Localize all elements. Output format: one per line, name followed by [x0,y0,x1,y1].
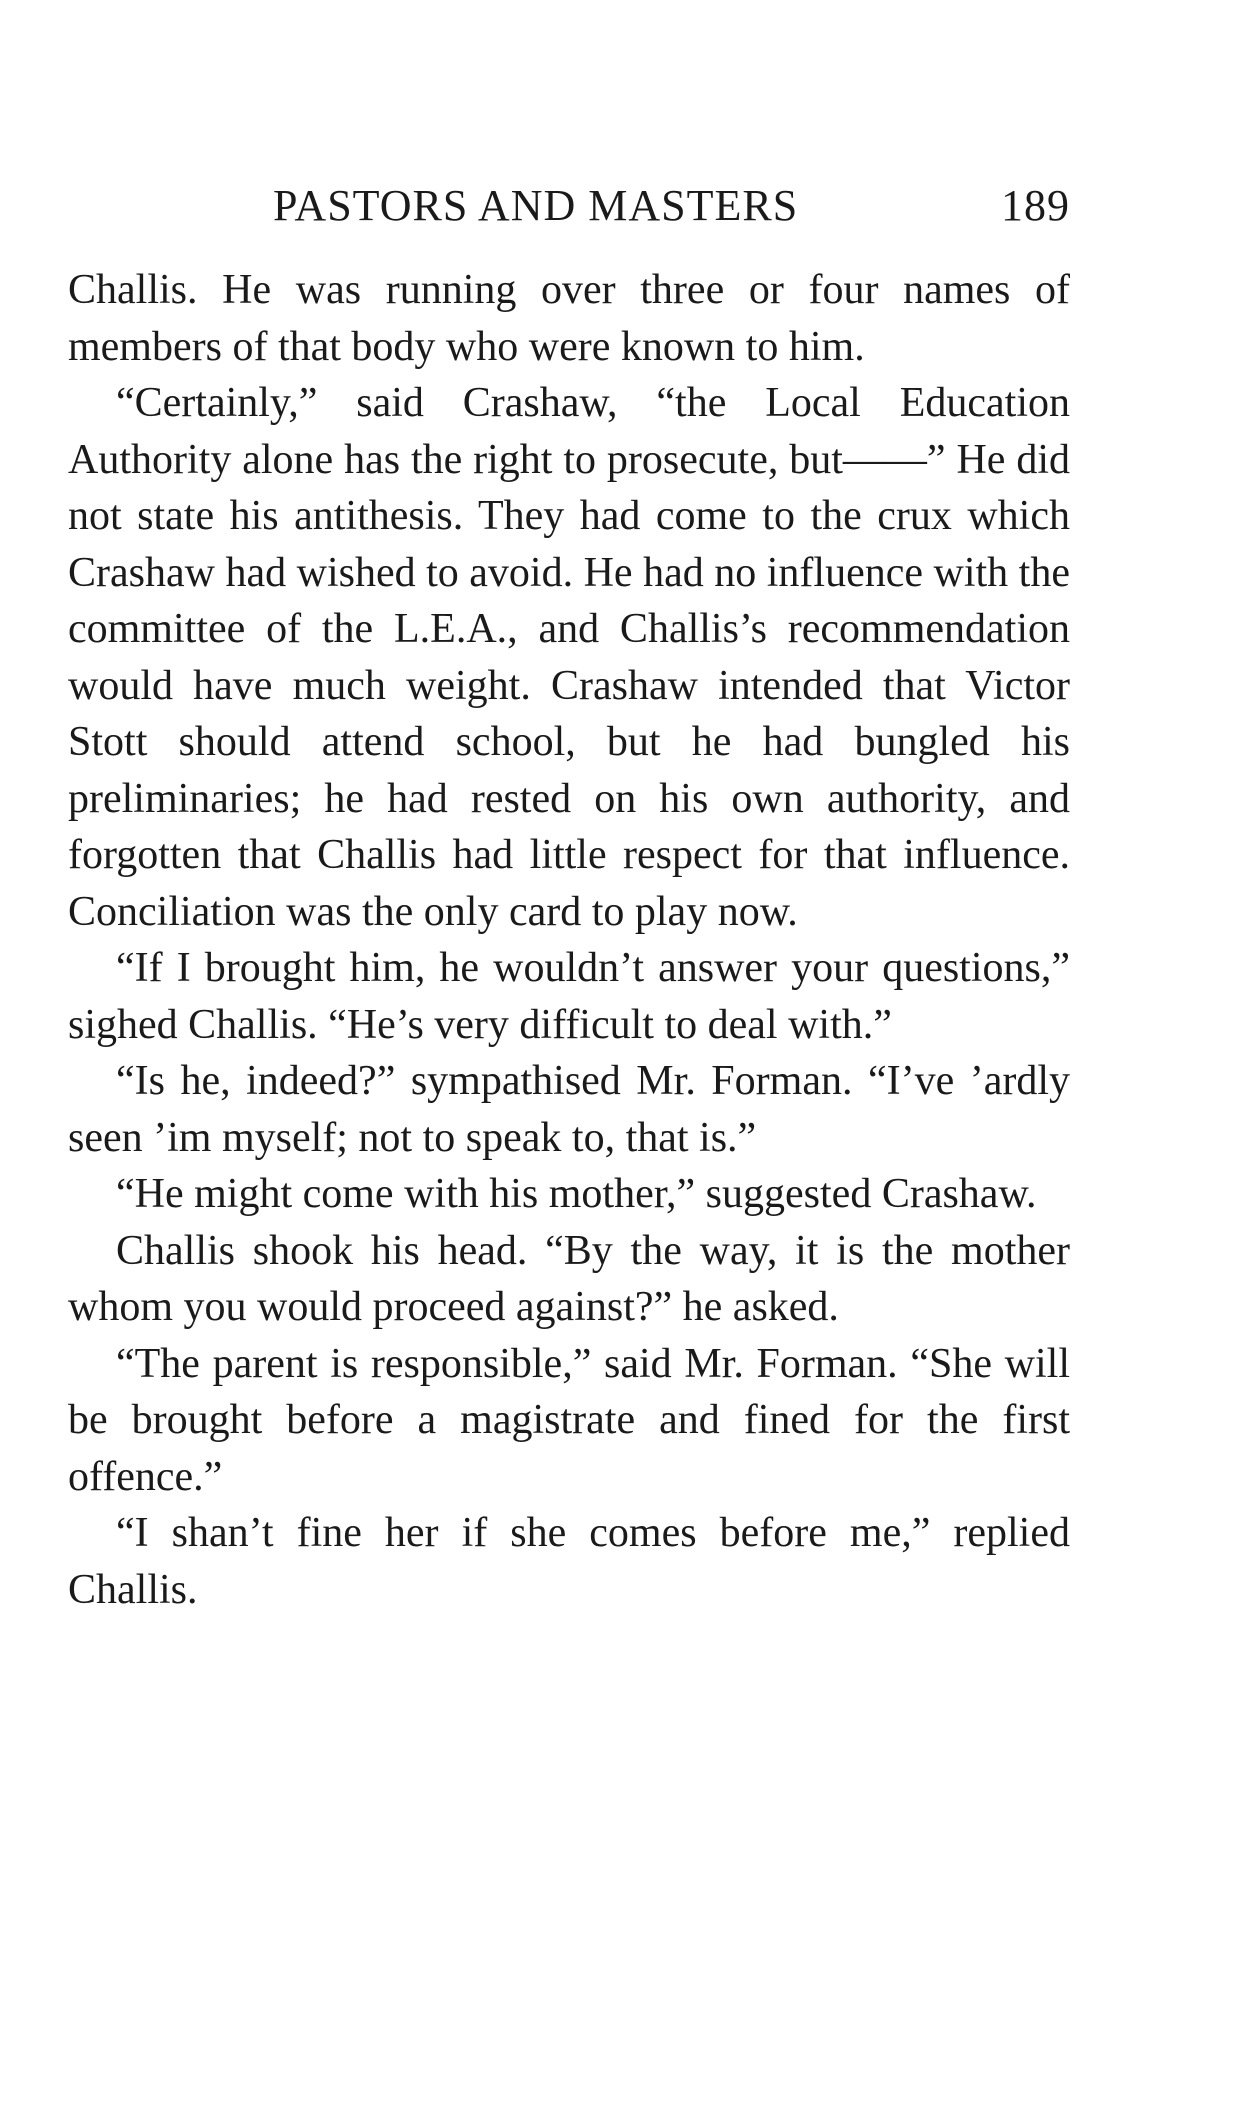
running-head [68,178,1070,234]
body-text [68,262,1070,1618]
running-title: PASTORS AND MASTERS [273,181,799,230]
paragraph: “The parent is responsible,” said Mr. Forman. “She will be brought before a magistrate and fined for the first offence.” [68,1340,1070,1500]
paragraph: “Is he, indeed?” sympathised Mr. Forman. “I’ve ’ardly seen ’im myself; not to speak to, that is.” [68,1058,1070,1161]
paragraph: Challis shook his head. “By the way, it is the mother whom you would proceed against?” he asked. [68,1227,1070,1330]
paragraph: “I shan’t fine her if she comes before me,” replied Challis. [68,1510,1070,1613]
paragraph-continuation: Challis. He was running over three or four names of members of that body who were known to him. [68,267,1070,370]
page-number: 189 [1001,181,1070,230]
paragraph: “Certainly,” said Crashaw, “the Local Education Authority alone has the right to prosecute, but——” He did not state his antithesis. They had come to the crux which Crashaw had wished to avoid. He had no influence with the committee of the L.E.A., and Challis’s recommendation would have much weight. Crashaw intended that Victor Stott should attend school, but he had bungled his preliminaries; he had rested on his own authority, and forgotten that Challis had little respect for that influence. Conciliation was the only card to play now. [68,380,1070,935]
paragraph: “He might come with his mother,” suggested Crashaw. [116,1171,1037,1217]
paragraph: “If I brought him, he wouldn’t answer your questions,” sighed Challis. “He’s very difficult to deal with.” [68,945,1070,1048]
